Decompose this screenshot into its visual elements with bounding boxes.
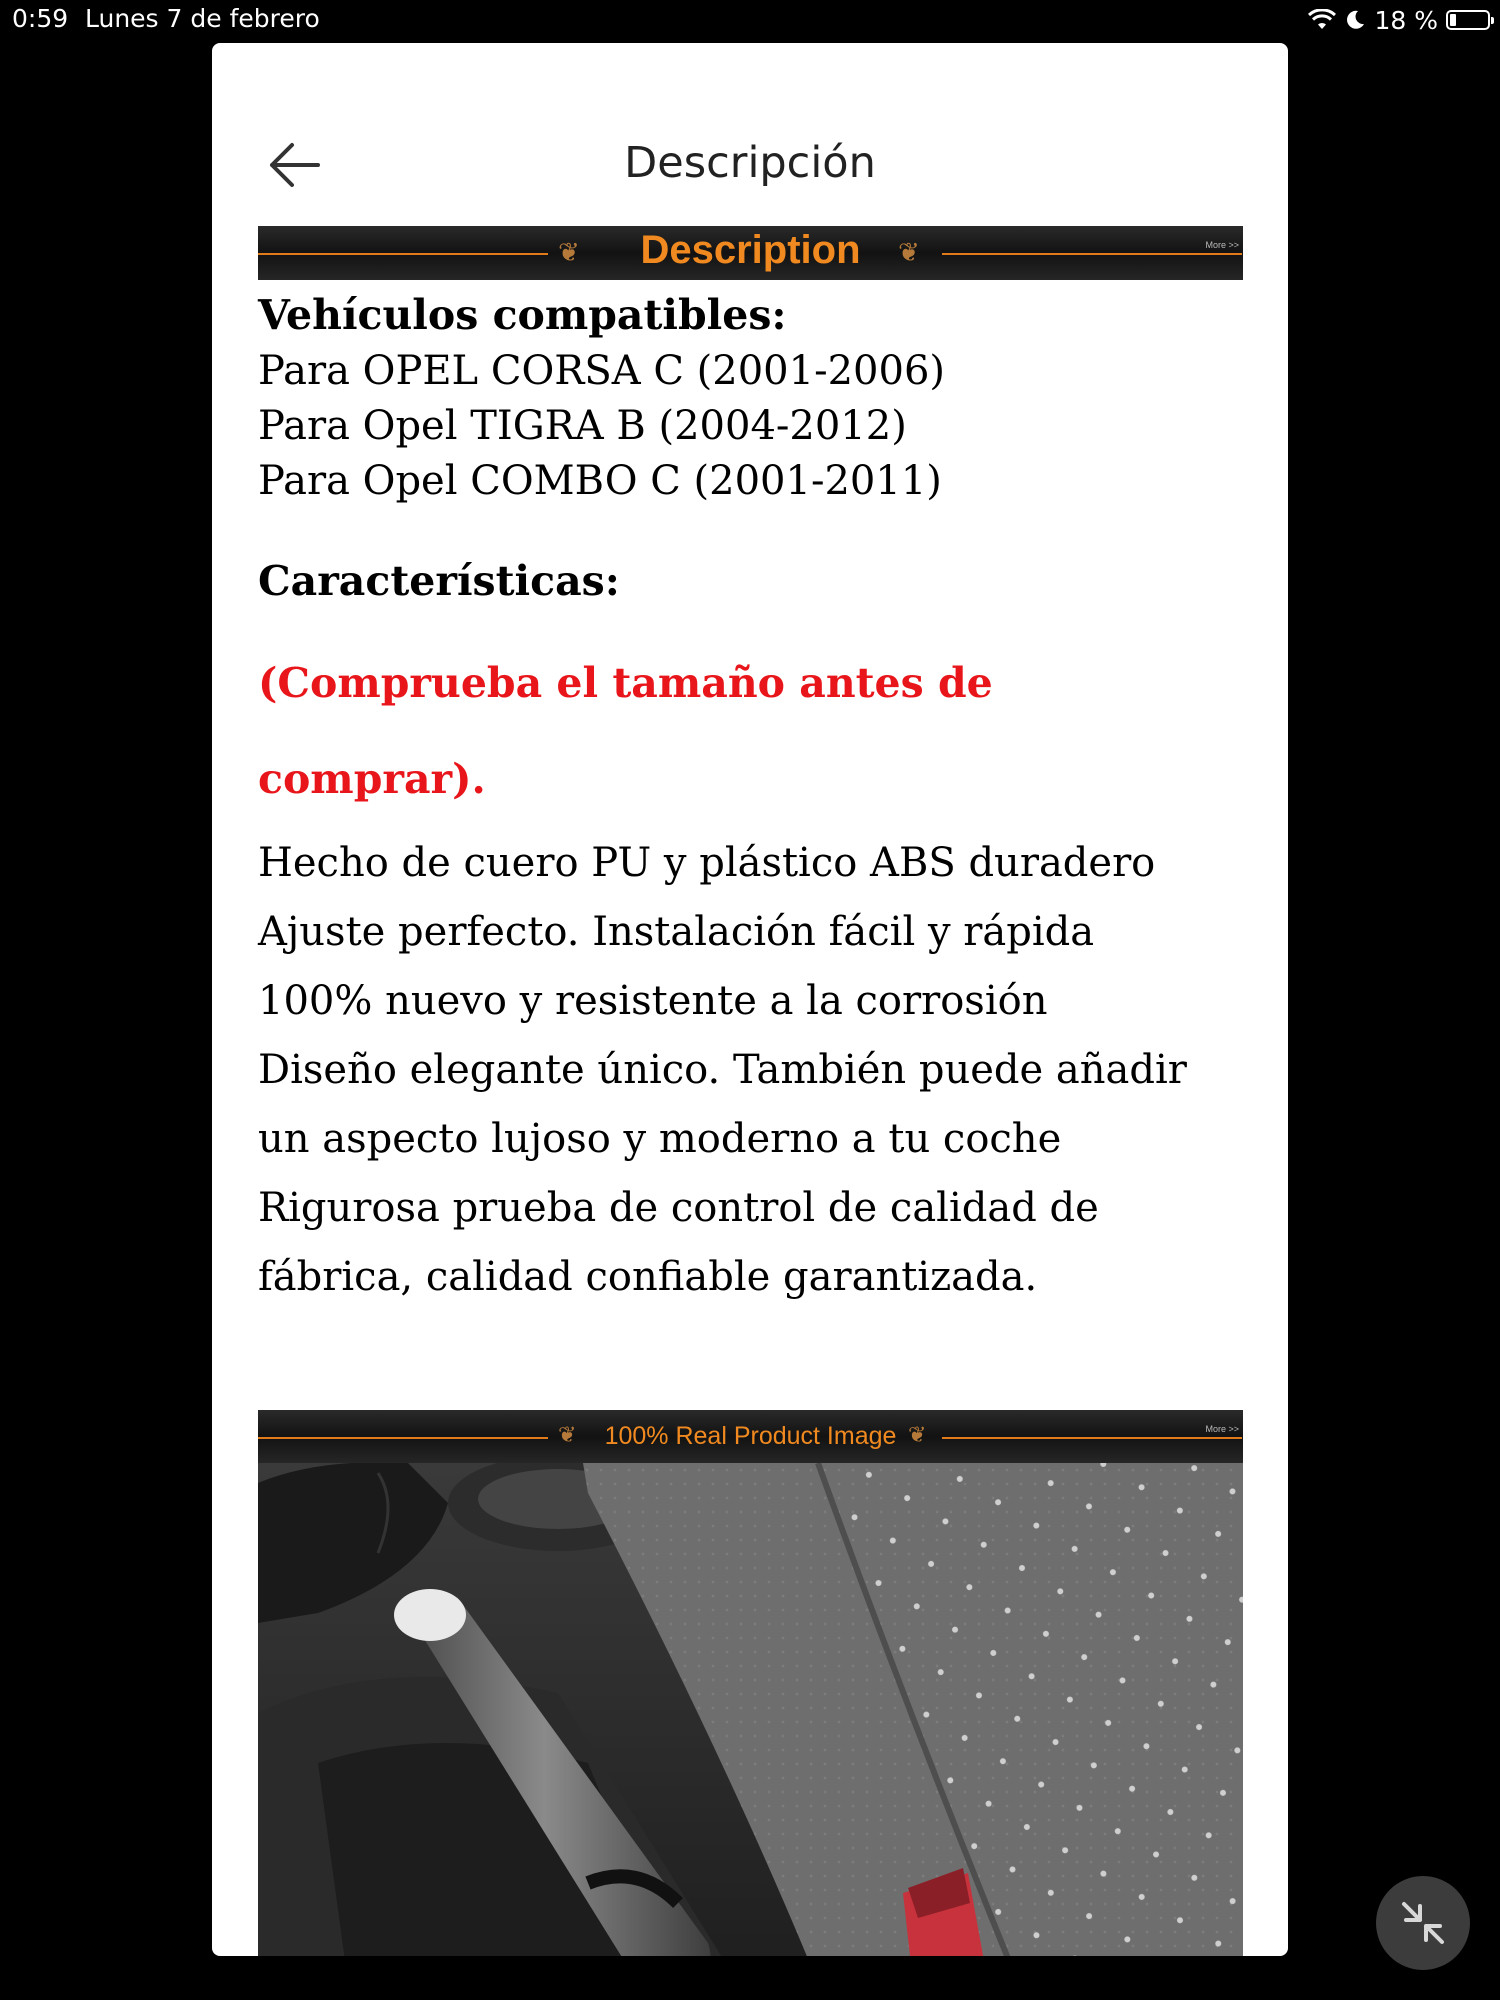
collapse-arrows-icon	[1376, 1876, 1470, 1970]
battery-fill	[1450, 14, 1456, 26]
status-date: Lunes 7 de febrero	[85, 4, 320, 33]
compatible-vehicles-title: Vehículos compatibles:	[258, 291, 787, 339]
status-time: 0:59	[12, 4, 69, 33]
feature-line: Rigurosa prueba de control de calidad de	[258, 1185, 1099, 1231]
feature-line: Hecho de cuero PU y plástico ABS duradero	[258, 840, 1156, 886]
compatible-vehicle-item: Para Opel TIGRA B (2004-2012)	[258, 403, 907, 449]
real-product-banner-title: 100% Real Product Image	[604, 1422, 897, 1450]
feature-line: un aspecto lujoso y moderno a tu coche	[258, 1116, 1062, 1162]
moon-icon	[1344, 9, 1366, 31]
features-list	[258, 829, 1243, 1312]
battery-tip	[1491, 17, 1494, 24]
wifi-icon	[1308, 9, 1336, 31]
status-icons	[1308, 4, 1490, 36]
banner-more-link[interactable]: More >>	[1205, 1424, 1239, 1434]
description-banner	[258, 226, 1243, 280]
battery-percent: 18 %	[1374, 5, 1438, 35]
battery-icon	[1446, 10, 1490, 30]
feature-line: Ajuste perfecto. Instalación fácil y rápida	[258, 909, 1095, 955]
nav-header	[212, 43, 1288, 223]
handbrake-photo-illustration	[258, 1463, 1243, 1956]
feature-line: 100% nuevo y resistente a la corrosión	[258, 978, 1048, 1024]
banner-title: Description	[640, 228, 861, 272]
compatible-vehicle-item: Para Opel COMBO C (2001-2011)	[258, 458, 942, 504]
banner-more-link[interactable]: More >>	[1205, 240, 1239, 250]
leaf-ornament-icon: ❦	[898, 237, 920, 267]
leaf-ornament-icon: ❦	[558, 237, 580, 267]
collapse-button[interactable]	[1376, 1876, 1470, 1970]
status-bar	[0, 0, 1500, 40]
size-warning-line: comprar).	[258, 755, 486, 803]
banner-line-right	[942, 253, 1242, 255]
size-warning-line: (Comprueba el tamaño antes de	[258, 659, 993, 707]
leaf-ornament-icon: ❦	[558, 1422, 577, 1447]
leaf-ornament-icon: ❦	[908, 1422, 927, 1447]
description-content	[258, 226, 1243, 1956]
product-photo	[258, 1463, 1243, 1956]
banner-line-right	[942, 1437, 1242, 1439]
compatible-vehicles-list	[258, 344, 1243, 509]
feature-line: Diseño elegante único. También puede añadir	[258, 1047, 1187, 1093]
description-modal	[212, 43, 1288, 1956]
features-title: Características:	[258, 557, 620, 605]
feature-line: fábrica, calidad confiable garantizada.	[258, 1254, 1038, 1300]
real-product-banner	[258, 1410, 1243, 1463]
size-warning	[258, 635, 1243, 827]
compatible-vehicle-item: Para OPEL CORSA C (2001-2006)	[258, 348, 945, 394]
page-title: Descripción	[624, 138, 876, 188]
